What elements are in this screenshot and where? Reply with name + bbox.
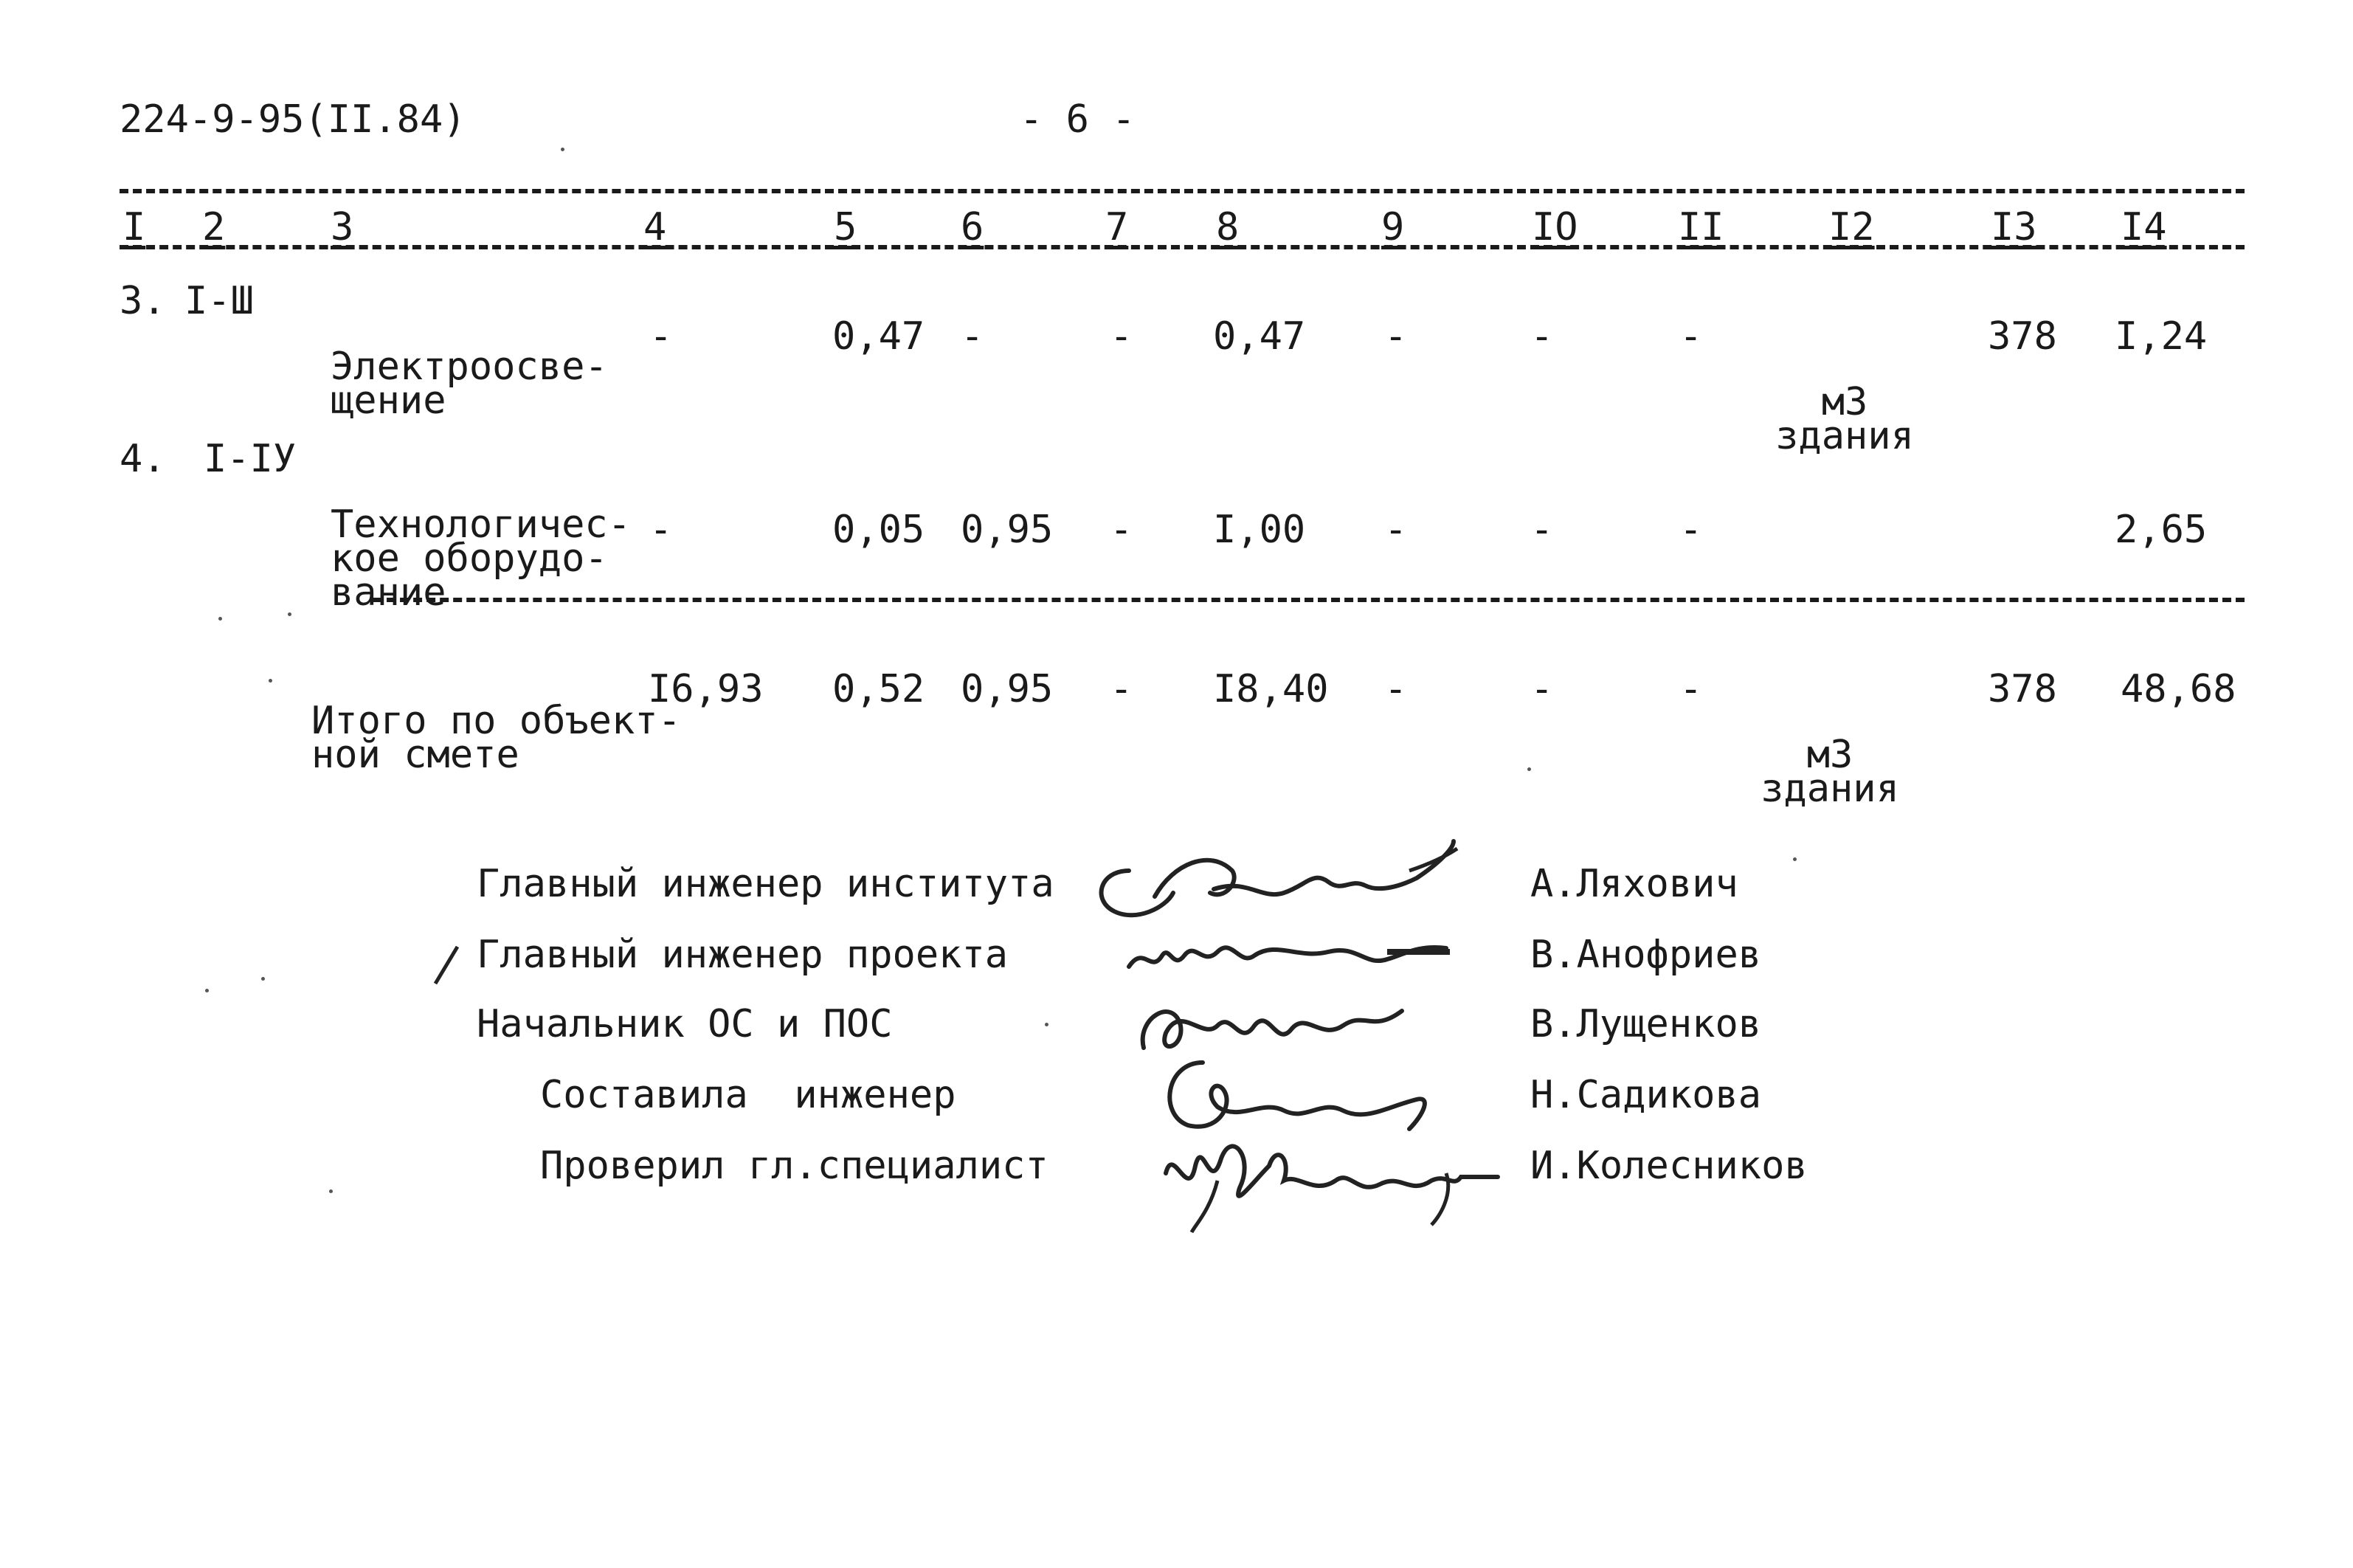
column-header: 5 bbox=[834, 205, 857, 249]
total-col13: 378 bbox=[1988, 667, 2057, 711]
row-name: Технологичес- кое оборудо- вание bbox=[331, 502, 631, 615]
total-col5: 0,52 bbox=[832, 667, 925, 711]
row-number: 3. bbox=[120, 279, 166, 323]
total-col11: - bbox=[1679, 667, 1703, 711]
cell-col5: 0,05 bbox=[832, 508, 925, 552]
column-header: 3 bbox=[331, 205, 354, 249]
scan-speck bbox=[329, 1189, 333, 1193]
cell-col5: 0,47 bbox=[832, 314, 925, 359]
signatory-role: Начальник ОС и ПОС bbox=[477, 1002, 893, 1046]
column-header: IO bbox=[1532, 205, 1578, 249]
cell-col4: - bbox=[649, 314, 673, 359]
total-col14: 48,68 bbox=[2121, 667, 2236, 711]
page-number: - 6 - bbox=[1020, 97, 1136, 142]
row-name: Электроосве- щение bbox=[331, 345, 608, 423]
handwritten-signature bbox=[1151, 1114, 1520, 1240]
scan-speck bbox=[1793, 857, 1797, 861]
column-header: 9 bbox=[1381, 205, 1405, 249]
cell-col11: - bbox=[1679, 508, 1703, 552]
cell-col9: - bbox=[1384, 314, 1408, 359]
table-top-rule bbox=[120, 189, 2245, 193]
cell-col7: - bbox=[1110, 508, 1133, 552]
cell-col11: - bbox=[1679, 314, 1703, 359]
header-bottom-rule bbox=[120, 245, 2245, 249]
column-header: I4 bbox=[2121, 205, 2167, 249]
total-col12: м3 здания bbox=[1761, 733, 1899, 811]
signatory-name: И.Колесников bbox=[1530, 1144, 1808, 1188]
cell-col6: - bbox=[961, 314, 984, 359]
signatory-name: В.Анофриев bbox=[1530, 933, 1762, 977]
scan-speck bbox=[1527, 767, 1531, 771]
scan-speck bbox=[218, 617, 222, 621]
scan-speck bbox=[261, 977, 265, 981]
column-header: 4 bbox=[643, 205, 667, 249]
row-chapters: I-IУ bbox=[204, 437, 297, 481]
total-col7: - bbox=[1110, 667, 1133, 711]
cell-col12 bbox=[1756, 511, 1933, 646]
column-header: II bbox=[1678, 205, 1724, 249]
total-col9: - bbox=[1384, 667, 1408, 711]
total-label: Итого по объект- ной смете bbox=[311, 699, 681, 777]
cell-col6: 0,95 bbox=[961, 508, 1054, 552]
cell-col9: - bbox=[1384, 508, 1408, 552]
cell-col7: - bbox=[1110, 314, 1133, 359]
margin-tick-mark bbox=[432, 943, 461, 987]
cell-col14: 2,65 bbox=[2115, 508, 2208, 552]
column-header: 8 bbox=[1216, 205, 1240, 249]
scan-speck bbox=[1045, 1023, 1048, 1026]
total-col10: - bbox=[1530, 667, 1554, 711]
row-number: 4. bbox=[120, 437, 166, 481]
column-header: I3 bbox=[1991, 205, 2037, 249]
total-col6: 0,95 bbox=[961, 667, 1054, 711]
column-header: I bbox=[122, 205, 146, 249]
cell-col8: 0,47 bbox=[1213, 314, 1306, 359]
signatory-name: А.Ляхович bbox=[1530, 862, 1738, 906]
scan-speck bbox=[269, 679, 272, 683]
cell-col10: - bbox=[1530, 508, 1554, 552]
scan-speck bbox=[561, 148, 564, 151]
signatory-role: Составила инженер bbox=[540, 1073, 956, 1117]
column-header: 2 bbox=[202, 205, 226, 249]
cell-col8: I,00 bbox=[1213, 508, 1306, 552]
total-col4: I6,93 bbox=[648, 667, 764, 711]
cell-col14: I,24 bbox=[2115, 314, 2208, 359]
scan-speck bbox=[205, 989, 209, 992]
scan-speck bbox=[288, 612, 291, 616]
total-separator-rule bbox=[373, 598, 2245, 602]
signatory-name: Н.Садикова bbox=[1530, 1073, 1762, 1117]
cell-col10: - bbox=[1530, 314, 1554, 359]
cell-col13: 378 bbox=[1988, 314, 2057, 359]
signatory-role: Главный инженер института bbox=[477, 862, 1054, 906]
column-header: I2 bbox=[1828, 205, 1875, 249]
cell-col12: м3 здания bbox=[1775, 380, 1914, 458]
signatory-role: Главный инженер проекта bbox=[477, 933, 1009, 977]
document-code: 224-9-95(II.84) bbox=[120, 97, 466, 142]
total-col8: I8,40 bbox=[1213, 667, 1329, 711]
signatory-name: В.Лущенков bbox=[1530, 1002, 1762, 1046]
column-header: 7 bbox=[1105, 205, 1129, 249]
column-header: 6 bbox=[961, 205, 984, 249]
cell-col4: - bbox=[649, 508, 673, 552]
signatory-role: Проверил гл.специалист bbox=[540, 1144, 1048, 1188]
row-chapters: I-Ш bbox=[184, 279, 254, 323]
